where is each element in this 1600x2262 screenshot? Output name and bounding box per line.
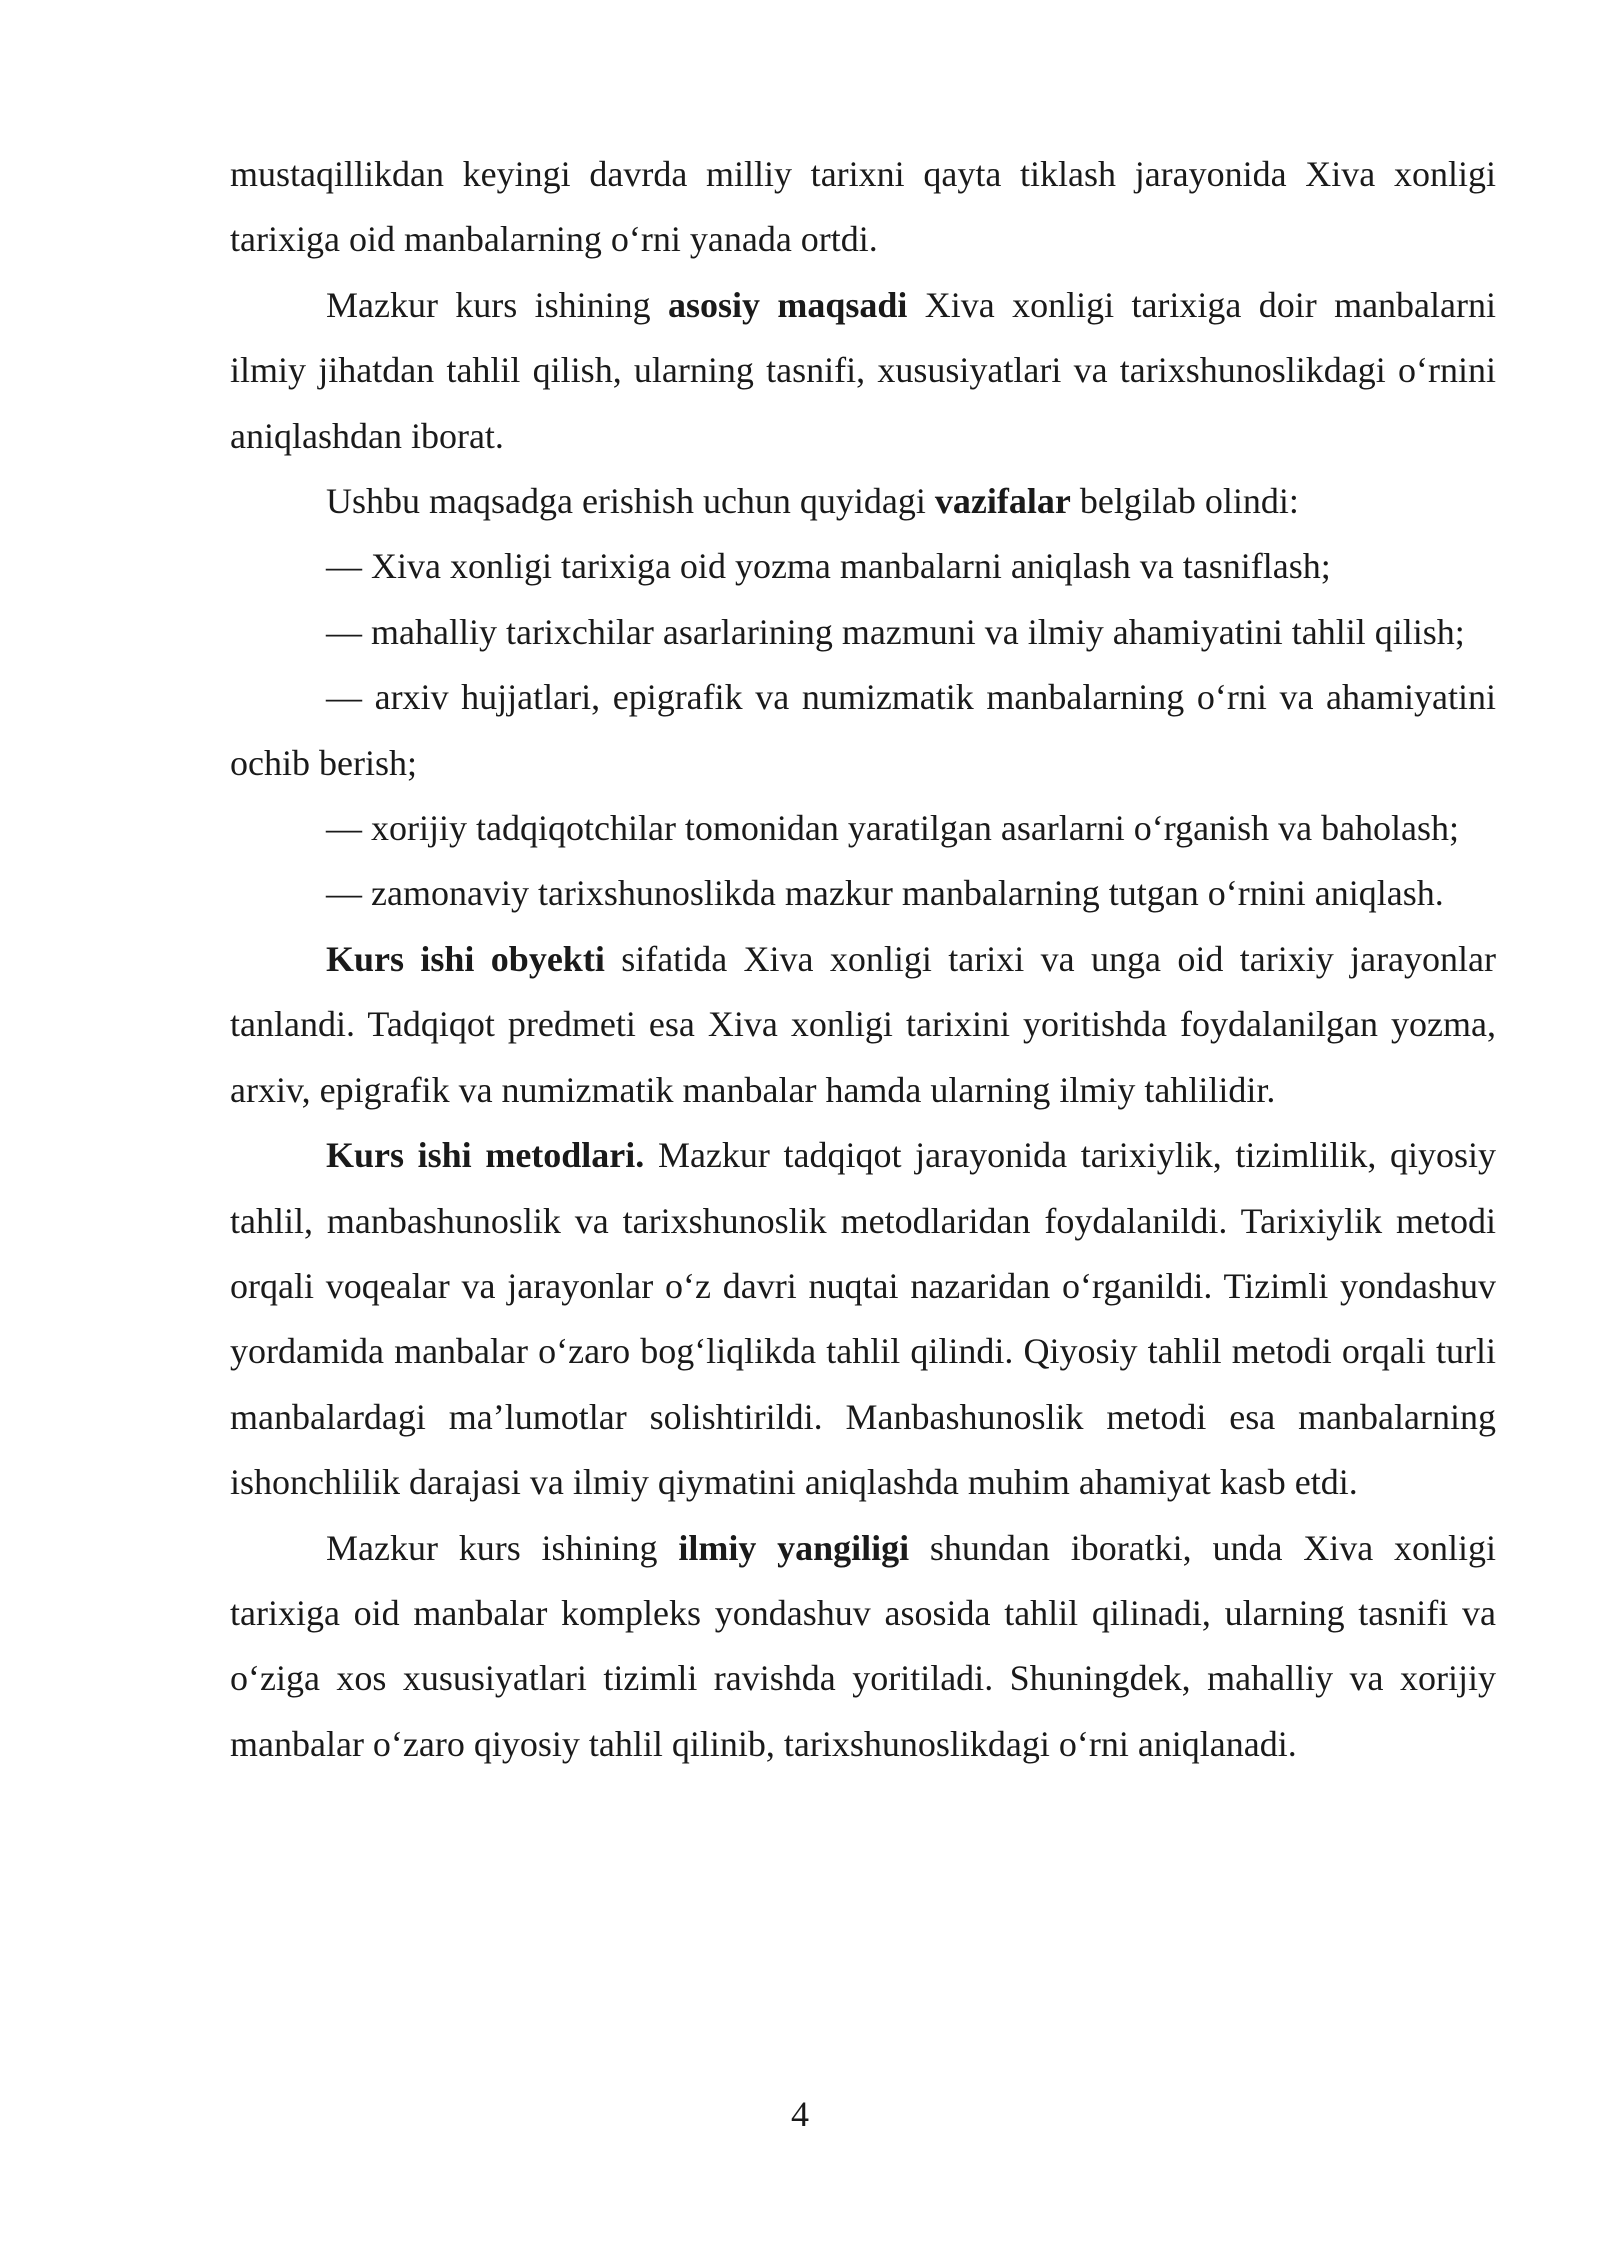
paragraph-text: Mazkur tadqiqot jarayonida tarixiylik, tizimlilik, qiyosiy tahlil, manbashunoslik va tarixshunoslik metodlaridan foydalanildi. Tarixiylik metodi orqali voqealar va jarayonlar o‘z davri nuqtai nazaridan o‘rganildi. Tizimli yondashuv yordamida manbalar o‘zaro bog‘liqlikda tahlil qilindi. Qiyosiy tahlil metodi orqali turli manbalardagi ma’lumotlar solishtirildi. Manbashunoslik metodi esa manbalarning ishonchlilik darajasi va ilmiy qiymatini aniqlashda muhim ahamiyat kasb etdi.: [230, 1135, 1496, 1503]
paragraph-intro-continuation: [230, 142, 1496, 273]
paragraph-text: Mazkur kurs ishining: [326, 1527, 679, 1568]
task-list-item: [230, 796, 1496, 861]
paragraph-text: Ushbu maqsadga erishish uchun quyidagi: [326, 481, 935, 522]
list-item-text: — zamonaviy tarixshunoslikda mazkur manbalarning tutgan o‘rnini aniqlash.: [326, 873, 1444, 914]
page-number: 4: [791, 2094, 809, 2134]
task-list-item: [230, 534, 1496, 599]
paragraph-text: mustaqillikdan keyingi davrda milliy tarixni qayta tiklash jarayonida Xiva xonligi tarixiga oid manbalarning o‘rni yanada ortdi.: [230, 154, 1496, 260]
list-item-text: — xorijiy tadqiqotchilar tomonidan yaratilgan asarlarni o‘rganish va baholash;: [326, 808, 1460, 849]
list-item-text: — Xiva xonligi tarixiga oid yozma manbalarni aniqlash va tasniflash;: [326, 546, 1331, 587]
paragraph-text: belgilab olindi:: [1070, 481, 1299, 522]
task-list-item: [230, 600, 1496, 665]
paragraph-text: sifatida Xiva xonligi tarixi va unga oid tarixiy jarayonlar tanlandi. Tadqiqot predmeti esa Xiva xonligi tarixini yoritishda foydalanilgan yozma, arxiv, epigrafik va numizmatik manbalar hamda ularning ilmiy tahlilidir.: [230, 938, 1497, 1110]
task-list-item: [230, 665, 1496, 796]
paragraph-object: [230, 927, 1496, 1123]
bold-term-novelty: ilmiy yangiligi: [678, 1527, 910, 1568]
paragraph-text: Xiva xonligi tarixiga doir manbalarni ilmiy jihatdan tahlil qilish, ularning tasnifi, xususiyatlari va tarixshunoslikdagi o‘rnini aniqlashdan iborat.: [230, 284, 1496, 456]
bold-term-main-goal: asosiy maqsadi: [668, 284, 908, 325]
bold-term-object: Kurs ishi obyekti: [326, 938, 605, 979]
task-list-item: [230, 861, 1496, 926]
list-item-text: — arxiv hujjatlari, epigrafik va numizmatik manbalarning o‘rni va ahamiyatini ochib berish;: [230, 677, 1496, 783]
document-body: [230, 142, 1496, 1777]
bold-term-tasks: vazifalar: [934, 481, 1071, 522]
paragraph-tasks-intro: [230, 469, 1496, 534]
list-item-text: — mahalliy tarixchilar asarlarining mazmuni va ilmiy ahamiyatini tahlil qilish;: [326, 611, 1465, 652]
paragraph-methods: [230, 1123, 1496, 1515]
paragraph-text: shundan iboratki, unda Xiva xonligi tarixiga oid manbalar kompleks yondashuv asosida tahlil qilinadi, ularning tasnifi va o‘ziga xos xususiyatlari tizimli ravishda yoritiladi. Shuningdek, mahalliy va xorijiy manbalar o‘zaro qiyosiy tahlil qilinib, tarixshunoslikdagi o‘rni aniqlanadi.: [230, 1527, 1496, 1764]
bold-term-methods: Kurs ishi metodlari.: [326, 1135, 645, 1176]
paragraph-novelty: [230, 1516, 1496, 1778]
paragraph-text: Mazkur kurs ishining: [326, 284, 668, 325]
paragraph-main-goal: [230, 273, 1496, 469]
